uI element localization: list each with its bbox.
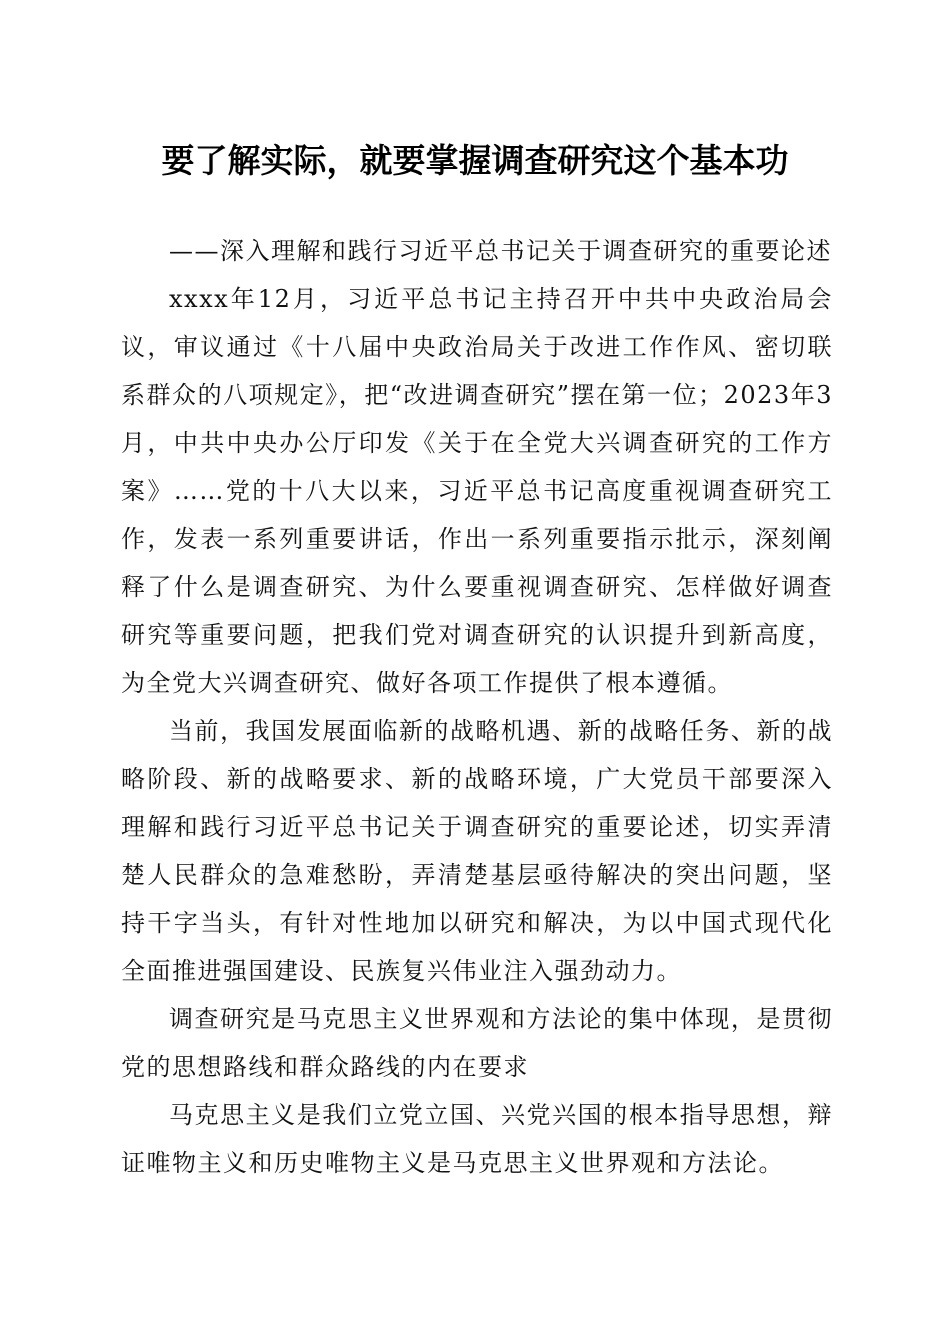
section-heading: 调查研究是马克思主义世界观和方法论的集中体现，是贯彻党的思想路线和群众路线的内在要求 — [121, 1005, 833, 1081]
document-title: 要了解实际，就要掌握调查研究这个基本功 — [161, 141, 789, 180]
paragraph: xxxx年12月，习近平总书记主持召开中共中央政治局会议，审议通过《十八届中央政治局关于改进工作作风、密切联系群众的八项规定》，把“改进调查研究”摆在第一位；2023年3月，中共中央办公厅印发《关于在全党大兴调查研究的工作方案》……党的十八大以来，习近平总书记高度重视调查研究工作，发表一系列重要讲话，作出一系列重要指示批示，深刻阐释了什么是调查研究、为什么要重视调查研究、怎样做好调查研究等重要问题，把我们党对调查研究的认识提升到新高度，为全党大兴调查研究、做好各项工作提供了根本遵循。 — [121, 285, 833, 697]
document-subtitle: ——深入理解和践行习近平总书记关于调查研究的重要论述 — [169, 237, 832, 265]
document-body — [121, 227, 833, 1187]
paragraph: 马克思主义是我们立党立国、兴党兴国的根本指导思想，辩证唯物主义和历史唯物主义是马克思主义世界观和方法论。 — [121, 1101, 833, 1177]
paragraph: 当前，我国发展面临新的战略机遇、新的战略任务、新的战略阶段、新的战略要求、新的战略环境，广大党员干部要深入理解和践行习近平总书记关于调查研究的重要论述，切实弄清楚人民群众的急难愁盼，弄清楚基层亟待解决的突出问题，坚持干字当头，有针对性地加以研究和解决，为以中国式现代化全面推进强国建设、民族复兴伟业注入强劲动力。 — [121, 717, 833, 985]
